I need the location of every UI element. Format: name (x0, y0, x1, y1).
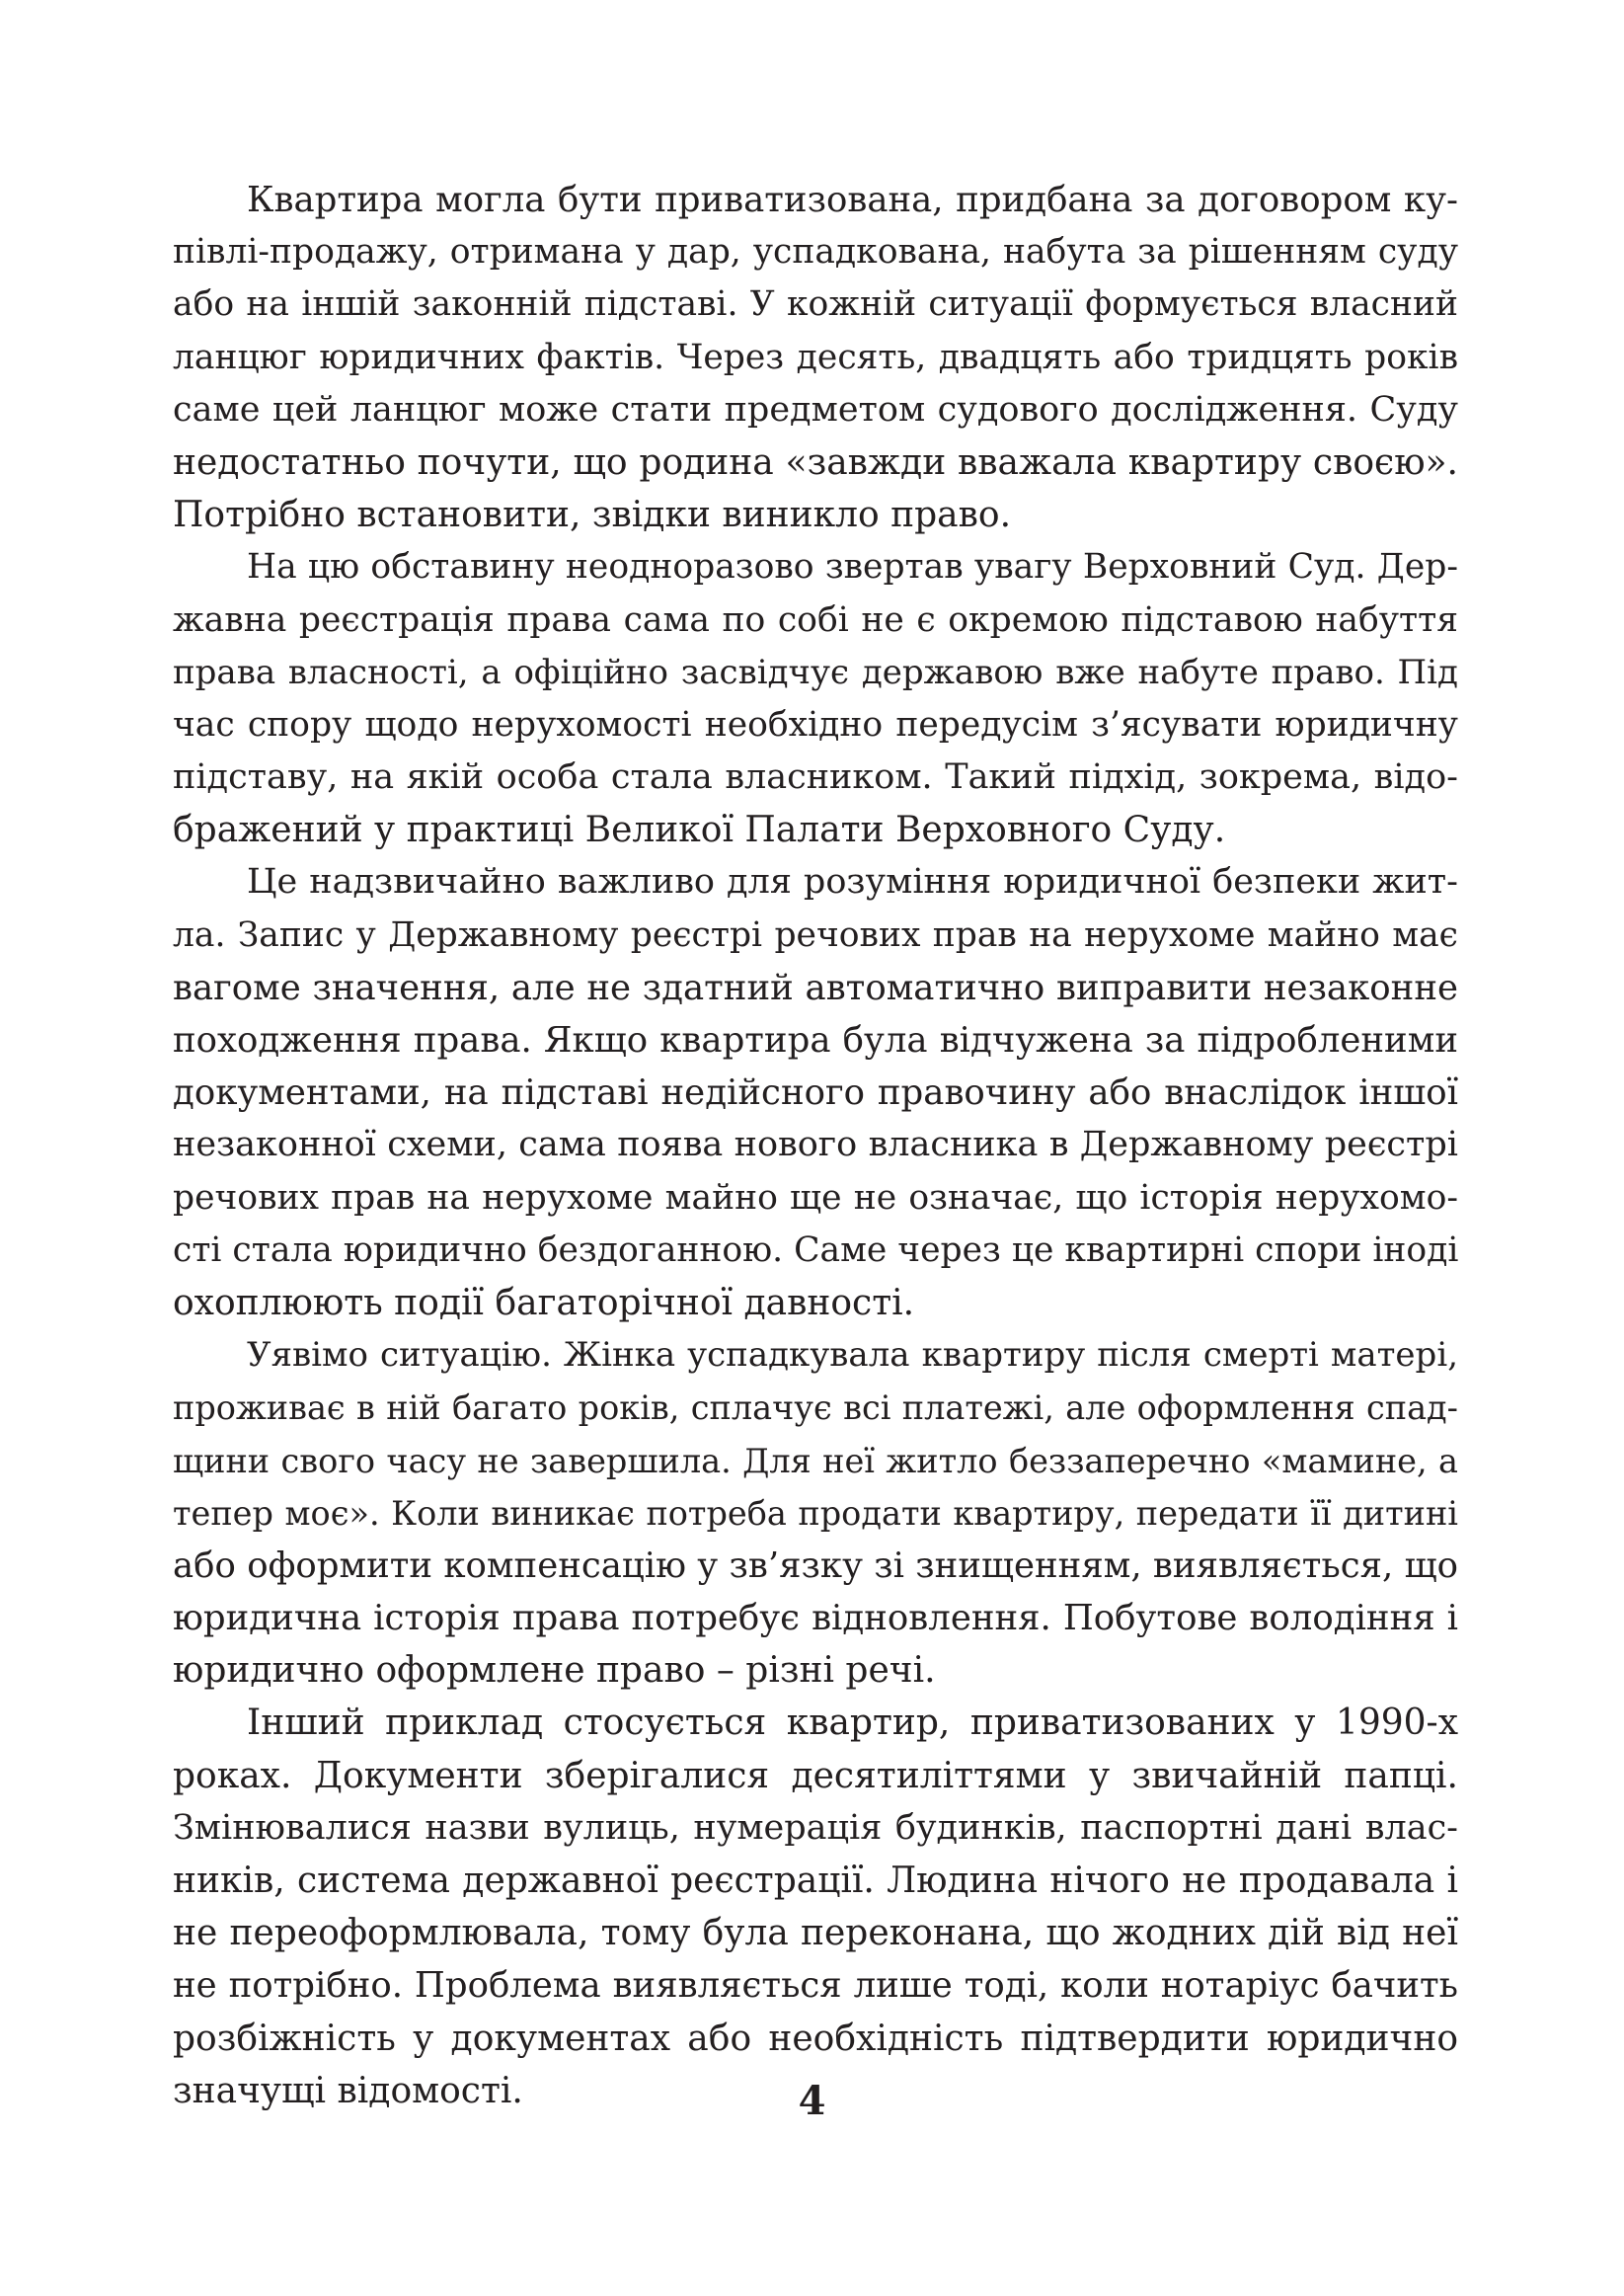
text-line: не переоформлювала, тому була переконана, що жодних дій від неї (173, 1913, 1458, 1954)
text-line: розбіжність у документах або необхідність підтвердити юридично (173, 2018, 1458, 2059)
text-line: речових прав на нерухоме майно ще не означає, що історія нерухомо- (173, 1177, 1458, 1218)
text-line: юридично оформлене право – різні речі. (173, 1650, 936, 1692)
paragraph (173, 1697, 1458, 2117)
text-line: або на іншій законній підставі. У кожній ситуації формується власний (173, 284, 1458, 325)
text-line: саме цей ланцюг може стати предметом судового дослідження. Суду (173, 389, 1458, 430)
body-text (173, 174, 1458, 2117)
text-line: недостатньо почути, що родина «завжди вважала квартиру своєю». (173, 441, 1458, 483)
paragraph (173, 856, 1458, 1329)
text-line: Уявімо ситуацію. Жінка успадкувала квартиру після смерті матері, (247, 1335, 1458, 1376)
text-line: не потрібно. Проблема виявляється лише тоді, коли нотаріус бачить (173, 1965, 1458, 2007)
text-line: півлі-продажу, отримана у дар, успадкована, набута за рішенням суду (173, 232, 1458, 273)
page-number: 4 (798, 2078, 826, 2124)
text-line: Інший приклад стосується квартир, приватизованих у 1990-х (247, 1702, 1458, 1744)
text-line: На цю обставину неодноразово звертав увагу Верховний Суд. Дер- (247, 547, 1458, 588)
text-line: або оформити компенсацію у зв’язку зі знищенням, виявляється, що (173, 1544, 1458, 1586)
text-line: юридична історія права потребує відновлення. Побутове володіння і (173, 1598, 1458, 1639)
text-line: ників, система державної реєстрації. Людина нічого не продавала і (173, 1861, 1458, 1901)
text-line: бражений у практиці Великої Палати Верховного Суду. (173, 810, 1226, 851)
paragraph (173, 1329, 1458, 1697)
text-line: права власності, а офіційно засвідчує державою вже набуте право. Під (173, 652, 1458, 692)
paragraph (173, 174, 1458, 541)
text-line: охоплюють події багаторічної давності. (173, 1282, 915, 1323)
paragraph (173, 541, 1458, 856)
text-line: Квартира могла бути приватизована, придбана за договором ку- (247, 180, 1458, 220)
text-line: роках. Документи зберігалися десятиліттями у звичайній папці. (173, 1755, 1458, 1796)
text-line: Змінювалися назви вулиць, нумерація будинків, паспортні дані влас- (173, 1807, 1458, 1848)
text-line: Це надзвичайно важливо для розуміння юридичної безпеки жит- (247, 862, 1458, 903)
text-line: ланцюг юридичних фактів. Через десять, двадцять або тридцять років (173, 337, 1458, 377)
text-line: вагоме значення, але не здатний автоматично виправити незаконне (173, 967, 1458, 1008)
text-line: походження права. Якщо квартира була відчужена за підробленими (173, 1020, 1458, 1061)
text-line: незаконної схеми, сама поява нового власника в Державному реєстрі (173, 1125, 1458, 1165)
text-line: документами, на підставі недійсного правочину або внаслідок іншої (173, 1072, 1458, 1114)
text-line: сті стала юридично бездоганною. Саме через це квартирні спори іноді (173, 1229, 1458, 1270)
text-line: значущі відомості. (173, 2070, 523, 2111)
text-line: підставу, на якій особа стала власником. Такий підхід, зокрема, відо- (173, 757, 1458, 798)
text-line: час спору щодо нерухомості необхідно передусім з’ясувати юридичну (173, 704, 1458, 745)
text-line: жавна реєстрація права сама по собі не є окремою підставою набуття (173, 599, 1458, 640)
text-line: Потрібно встановити, звідки виникло право. (173, 495, 1012, 536)
text-line: проживає в ній багато років, сплачує всі платежі, але оформлення спад- (173, 1388, 1458, 1428)
text-line: щини свого часу не завершила. Для неї житло беззаперечно «мамине, а (173, 1441, 1458, 1480)
text-line: тепер моє». Коли виникає потреба продати квартиру, передати її дитині (173, 1493, 1458, 1533)
text-line: ла. Запис у Державному реєстрі речових прав на нерухоме майно має (173, 914, 1458, 955)
